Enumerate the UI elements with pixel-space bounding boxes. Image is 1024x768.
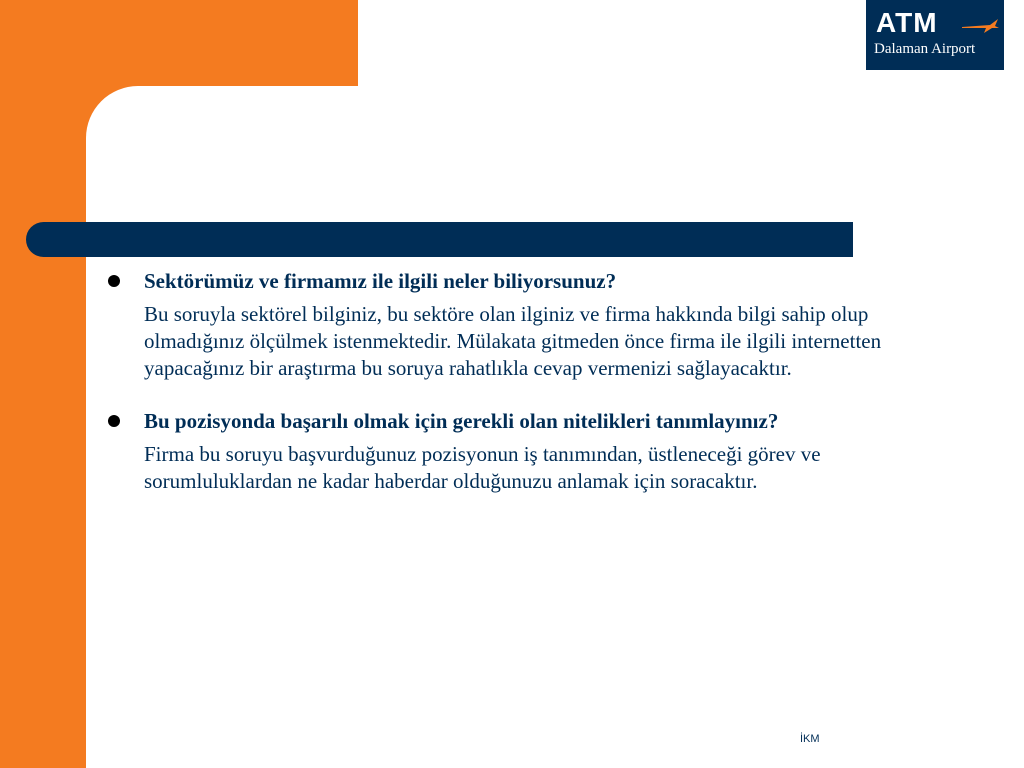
list-item: [104, 408, 944, 495]
bullet-icon: [108, 275, 120, 287]
answer-text: Bu soruyla sektörel bilginiz, bu sektöre olan ilginiz ve firma hakkında bilgi sahip olup olmadığınız ölçülmek istenmektedir. Mülakata gitmeden önce firma ile ilgili internetten yapacağınız bir araştırma bu soruya rahatlıkla cevap vermenizi sağlayacaktır.: [144, 302, 882, 380]
logo-subtitle: Dalaman Airport: [874, 41, 976, 57]
question-text: Sektörümüz ve firmamız ile ilgili neler biliyorsunuz?: [144, 269, 617, 293]
atm-logo: [866, 0, 1004, 70]
answer-text: Firma bu soruyu başvurduğunuz pozisyonun iş tanımından, üstleneceği görev ve sorumluluklardan ne kadar haberdar olduğunuzu anlamak için soracaktır.: [144, 442, 821, 493]
question-text: Bu pozisyonda başarılı olmak için gerekli olan nitelikleri tanımlayınız?: [144, 409, 779, 433]
logo-title: ATM: [876, 7, 938, 38]
list-item: [104, 268, 944, 382]
footer-text: İKM: [800, 733, 820, 745]
airplane-icon: [960, 16, 1000, 34]
title-bar: [26, 222, 853, 257]
bullet-icon: [108, 415, 120, 427]
question-list: [104, 268, 944, 521]
